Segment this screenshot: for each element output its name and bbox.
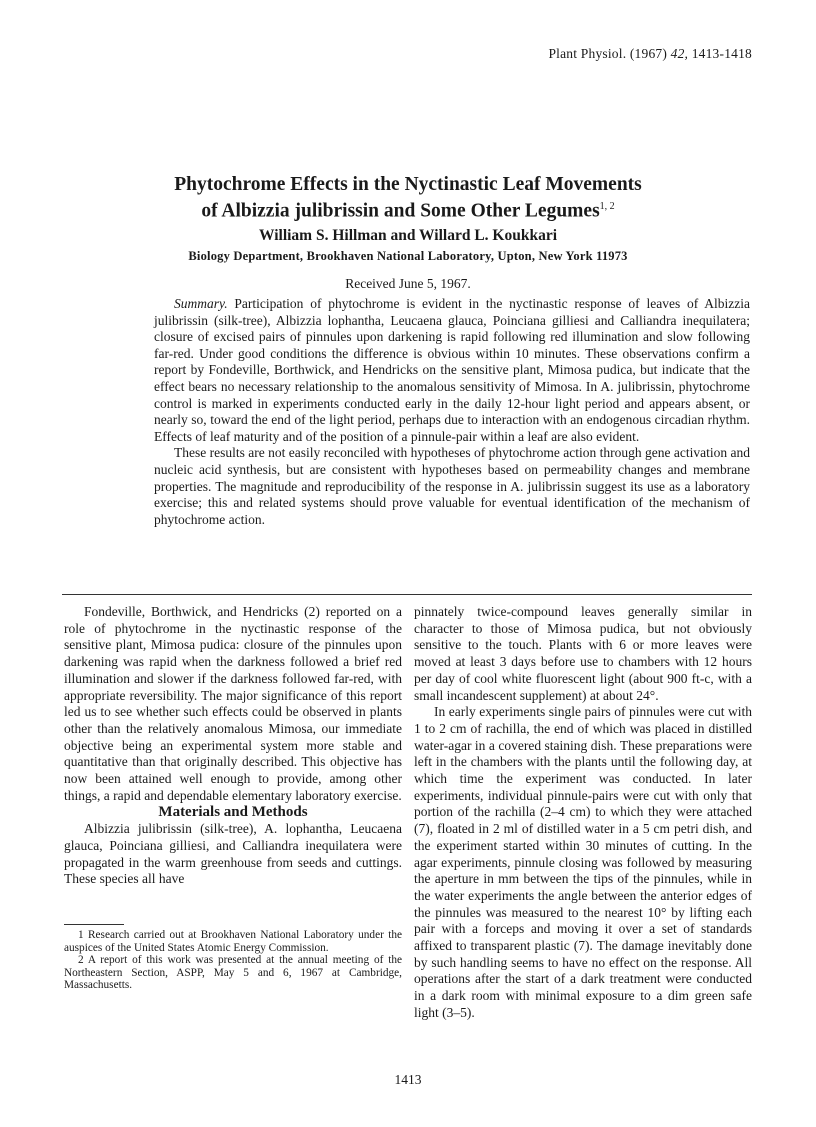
summary-abstract bbox=[154, 296, 750, 528]
affiliation: Biology Department, Brookhaven National Laboratory, Upton, New York 11973 bbox=[188, 248, 628, 263]
authors: William S. Hillman and Willard L. Koukkari bbox=[258, 226, 558, 244]
left-column bbox=[64, 604, 402, 992]
methods-paragraph-1: Albizzia julibrissin (silk-tree), A. lophantha, Leucaena glauca, Poinciana gilliesi, and Calliandra inequilatera were propagated in the warm greenhouse from seeds and cuttings. These species all have bbox=[64, 821, 402, 887]
summary-text-1: Participation of phytochrome is evident in the nyctinastic response of leaves of Albizzia julibrissin (silk-tree), Albizzia lophantha, Leucaena glauca, Poinciana gilliesi and Calliandra inequilatera; closure of excised pairs of pinnules upon darkening is rapid following red illumination and slow following far-red. Under good conditions the difference is obvious within 10 minutes. These observations confirm a report by Fondeville, Borthwick, and Hendricks on the sensitive plant, Mimosa pudica, but indicate that the effect bears no necessary relationship to the anomalous sensitivity of Mimosa. In A. julibrissin, phytochrome control is marked in experiments conducted early in the daily 12-hour light period and appears absent, or nearly so, toward the end of the light period, perhaps due to interaction with an endogenous circadian rhythm. Effects of leaf maturity and of the position of a pinnule-pair within a leaf are also evident. bbox=[154, 296, 750, 444]
received-date: Received June 5, 1967. bbox=[345, 275, 471, 291]
journal-year: (1967) bbox=[629, 46, 668, 61]
footnote-2: 2 A report of this work was presented at the annual meeting of the Northeastern Section, ASPP, May 5 and 6, 1967 at Cambridge, Massachusetts. bbox=[64, 954, 402, 992]
journal-pages: 1413-1418 bbox=[691, 46, 752, 61]
intro-paragraph: Fondeville, Borthwick, and Hendricks (2) reported on a role of phytochrome in the nyctinastic response of the sensitive plant, Mimosa pudica: closure of the pinnules upon darkening was rapid when the darkness followed a brief red illumination and slower if the darkness followed far-red, with appropriate reversibility. The major significance of this report led us to see whether such effects could be observed in plants other than the relatively anomalous Mimosa, our immediate objective being an experimental system more stable and quantitative than that originally described. This objective has now been attained well enough to provide, among other things, a rapid and dependable elementary laboratory exercise. bbox=[64, 604, 402, 803]
title-line-1: Phytochrome Effects in the Nyctinastic Leaf Movements bbox=[174, 174, 642, 195]
title-line-2: of Albizzia julibrissin and Some Other Legumes bbox=[201, 200, 600, 222]
methods-paragraph-continued: pinnately twice-compound leaves generally similar in character to those of Mimosa pudica, but not obviously sensitive to the touch. Plants with 6 or more leaves were moved at least 3 days before use to chambers with 12 hours per day of cool white fluorescent light (about 900 ft-c, with a small incandescent supplement) at about 24°. bbox=[414, 604, 752, 703]
title-block bbox=[60, 174, 756, 292]
right-column bbox=[414, 604, 752, 1022]
footnote-1: 1 Research carried out at Brookhaven National Laboratory under the auspices of the United States Atomic Energy Commission. bbox=[64, 928, 402, 954]
title-footnote-markers: 1, 2 bbox=[599, 201, 615, 212]
article-title bbox=[60, 174, 756, 223]
summary-paragraph-2: These results are not easily reconciled with hypotheses of phytochrome action through gene activation and nucleic acid synthesis, but are consistent with hypotheses based on permeability changes and membrane properties. The magnitude and reproducibility of the response in A. julibrissin suggest its use as a laboratory exercise; this and related systems should prove valuable for eventual identification of the mechanism of phytochrome action. bbox=[154, 445, 750, 527]
summary-paragraph-1 bbox=[154, 296, 750, 445]
page-number: 1413 bbox=[394, 1072, 422, 1087]
summary-label: Summary. bbox=[174, 296, 228, 311]
journal-reference bbox=[548, 46, 752, 62]
footnote-rule bbox=[64, 924, 124, 925]
journal-name: Plant Physiol. bbox=[548, 46, 627, 61]
journal-volume: 42, bbox=[670, 46, 689, 61]
methods-paragraph-2: In early experiments single pairs of pinnules were cut with 1 to 2 cm of rachilla, the end of which was placed in distilled water-agar in a covered staining dish. These preparations were left in the chambers with the plants until the following day, at which time the experiment was conducted. In later experiments, individual pinnule-pairs were cut with only that portion of the rachilla (2–4 cm) to which they were attached (7), floated in 2 ml of distilled water in a 5 cm petri dish, and the experiment started within 30 minutes of cutting. In the agar experiments, pinnule closing was followed by measuring the aperture in mm between the tips of the pinnules, while in the water experiments the angle between the anterior edges of the pinnules was measured to the nearest 10° by lifting each pair with a forceps and moving it over a set of standards affixed to transparent plastic (7). The damage inevitably done by such handling seems to have no effect on the response. All operations after the start of a dark treatment were conducted in a dark room with minimal exposure to a dim green safe light (3–5). bbox=[414, 704, 752, 1020]
section-divider bbox=[62, 594, 752, 595]
methods-heading: Materials and Methods bbox=[158, 804, 308, 821]
